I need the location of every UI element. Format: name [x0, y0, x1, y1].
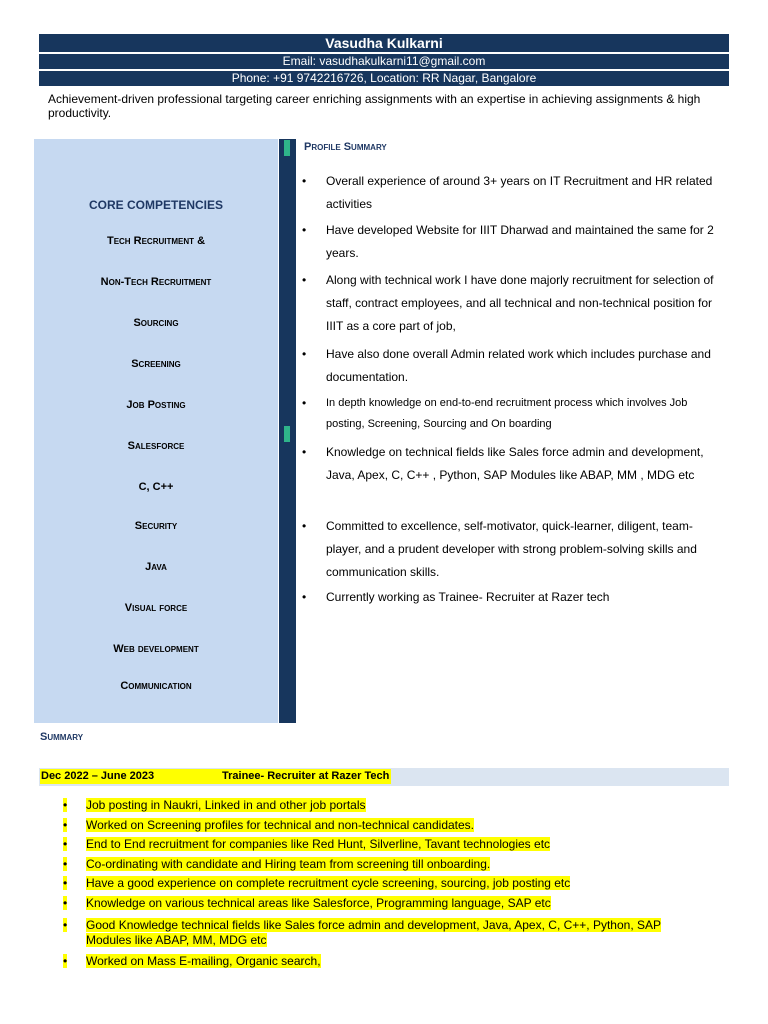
bullet-icon: •	[302, 590, 307, 604]
summary-item-text: End to End recruitment for companies like Red Hunt, Silverline, Tavant technologies etc	[86, 837, 551, 851]
profile-summary-item: Along with technical work I have done majorly recruitment for selection of staff, contract employees, and all technical and non-technical position for IIIT as a core part of job,	[326, 273, 714, 333]
summary-item-text: Job posting in Naukri, Linked in and other job portals	[86, 798, 366, 812]
email-line: Email: vasudhakulkarni11@gmail.com	[39, 54, 729, 69]
summary-item-text: Good Knowledge technical fields like Sales force admin and development, Java, Apex, C, C++, Python, SAP Modules like ABAP, MM, MDG etc	[86, 918, 661, 947]
accent-marker	[284, 426, 290, 442]
bullet-icon: •	[302, 445, 307, 459]
summary-item-text: Knowledge on various technical areas like Salesforce, Programming language, SAP etc	[86, 896, 551, 910]
summary-item	[86, 918, 706, 948]
competency-item: Communication	[120, 680, 192, 692]
name-header: Vasudha Kulkarni	[39, 34, 729, 52]
accent-marker	[284, 140, 290, 156]
bullet-icon: •	[302, 347, 307, 361]
bullet-icon: •	[63, 954, 68, 968]
profile-summary-title: Profile Summary	[304, 141, 387, 153]
bullet-icon: •	[63, 798, 68, 812]
summary-item	[86, 896, 706, 911]
bullet-icon: •	[302, 273, 307, 287]
job-title: Trainee- Recruiter at Razer Tech	[222, 770, 390, 782]
bullet-icon: •	[63, 837, 68, 851]
competency-item: Java	[145, 561, 167, 573]
phone-location-line: Phone: +91 9742216726, Location: RR Nagar, Bangalore	[39, 71, 729, 86]
competency-item: Screening	[131, 358, 181, 370]
competency-item: Non-Tech Recruitment	[100, 276, 212, 288]
summary-title: Summary	[40, 731, 84, 743]
competency-item: Salesforce	[127, 440, 185, 452]
bullet-icon: •	[63, 896, 68, 910]
competency-item: C, C++	[138, 481, 174, 493]
profile-summary-item: Currently working as Trainee- Recruiter at Razer tech	[326, 590, 610, 604]
summary-item	[86, 837, 706, 852]
summary-item	[86, 857, 706, 872]
profile-summary-item: Knowledge on technical fields like Sales force admin and development, Java, Apex, C, C++ , Python, SAP Modules like ABAP, MM , MDG etc	[326, 445, 704, 482]
profile-summary-item: In depth knowledge on end-to-end recruitment process which involves Job posting, Screening, Sourcing and On boarding	[326, 397, 688, 430]
profile-summary-item: Have developed Website for IIIT Dharwad and maintained the same for 2 years.	[326, 223, 714, 260]
bullet-icon: •	[63, 876, 68, 890]
summary-item-text: Worked on Mass E-mailing, Organic search,	[86, 954, 321, 968]
competency-item: Security	[134, 520, 178, 532]
summary-item	[86, 954, 706, 969]
summary-item-text: Have a good experience on complete recruitment cycle screening, sourcing, job posting etc	[86, 876, 571, 890]
competency-item: Web development	[113, 643, 199, 655]
bullet-icon: •	[302, 223, 307, 237]
job-dates: Dec 2022 – June 2023	[40, 769, 221, 784]
summary-item	[86, 876, 706, 891]
competency-item: Tech Recruitment &	[106, 235, 206, 247]
bullet-icon: •	[302, 174, 307, 188]
bullet-icon: •	[302, 396, 307, 410]
core-competencies-title: CORE COMPETENCIES	[88, 198, 223, 212]
summary-item	[86, 798, 706, 813]
competency-item: Visual force	[124, 602, 188, 614]
summary-item	[86, 818, 706, 833]
bullet-icon: •	[63, 857, 68, 871]
bullet-icon: •	[63, 818, 68, 832]
profile-summary-item: Have also done overall Admin related work which includes purchase and documentation.	[326, 347, 711, 384]
profile-summary-item: Overall experience of around 3+ years on IT Recruitment and HR related activities	[326, 174, 713, 211]
objective-statement: Achievement-driven professional targeting career enriching assignments with an expertise in achieving assignments & high productivity.	[48, 92, 701, 120]
summary-item-text: Co-ordinating with candidate and Hiring team from screening till onboarding.	[86, 857, 491, 871]
bullet-icon: •	[63, 918, 68, 932]
core-competencies-sidebar	[34, 139, 278, 723]
competency-item: Sourcing	[133, 317, 179, 329]
competency-item: Job Posting	[126, 399, 186, 411]
bullet-icon: •	[302, 519, 307, 533]
profile-summary-item: Committed to excellence, self-motivator, quick-learner, diligent, team-player, and a prudent developer with strong problem-solving skills and communication skills.	[326, 519, 697, 579]
summary-item-text: Worked on Screening profiles for technical and non-technical candidates.	[86, 818, 475, 832]
